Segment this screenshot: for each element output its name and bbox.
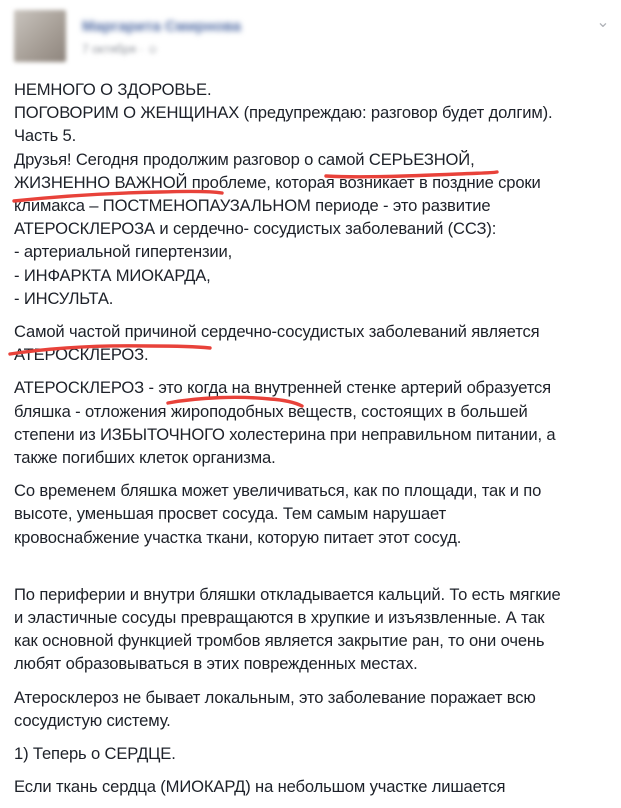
text-line: сосудистую систему.: [14, 710, 171, 730]
text-line: климакса – ПОСТМЕНОПАУЗАЛЬНОМ периоде - это развитие: [14, 196, 491, 216]
text-line: Друзья! Сегодня продолжим разговор о самой СЕРЬЕЗНОЙ,: [14, 149, 475, 169]
text-line: Если ткань сердца (МИОКАРД) на небольшом участке лишается: [14, 777, 506, 797]
text-line: - ИНФАРКТА МИОКАРДА,: [14, 265, 211, 285]
text-line: - ИНСУЛЬТА.: [14, 288, 114, 308]
avatar[interactable]: [14, 10, 66, 62]
paragraph-plaque-growth: [14, 479, 612, 549]
post-header: [0, 0, 621, 74]
text-line: бляшка - отложения жироподобных веществ, состоящих в большей: [14, 401, 528, 421]
text-line: кровоснабжение участка ткани, которую питает этот сосуд.: [14, 527, 462, 547]
text-line: Часть 5.: [14, 126, 77, 146]
text-line: АТЕРОСКЛЕРОЗ - это когда на внутренней стенке артерий образуется: [14, 378, 552, 398]
text-line: как основной функцией тромбов является закрытие ран, то они очень: [14, 631, 545, 651]
post-meta[interactable]: 7 октября · ☺: [82, 42, 159, 56]
paragraph-systemic: [14, 686, 612, 732]
text-line: 1) Теперь о СЕРДЦЕ.: [14, 744, 176, 764]
text-line: любят образовываться в этих поврежденных местах.: [14, 654, 418, 674]
text-line: - артериальной гипертензии,: [14, 242, 233, 262]
text-line: степени из ИЗБЫТОЧНОГО холестерина при неправильном питании, а: [14, 424, 556, 444]
paragraph-definition: [14, 376, 612, 469]
paragraph-calcium: [14, 583, 612, 676]
paragraph-heart: [14, 742, 612, 765]
text-line: Со временем бляшка может увеличиваться, как по площади, так и по: [14, 481, 542, 501]
text-line: и эластичные сосуды превращаются в хрупкие и изъязвленные. А так: [14, 608, 545, 628]
paragraph-cause: [14, 320, 612, 366]
spacer: [14, 559, 612, 583]
text-line: также погибших клеток организма.: [14, 448, 276, 468]
text-line: ПОГОВОРИМ О ЖЕНЩИНАХ (предупреждаю: разговор будет долгим).: [14, 103, 553, 123]
text-line: АТЕРОСКЛЕРОЗ.: [14, 345, 149, 365]
chevron-down-icon[interactable]: ⌄: [596, 14, 610, 31]
text-line: НЕМНОГО О ЗДОРОВЬЕ.: [14, 80, 212, 99]
text-line: высоте, уменьшая просвет сосуда. Тем самым нарушает: [14, 504, 447, 524]
author-name[interactable]: Маргарита Смирнова: [82, 18, 241, 35]
paragraph-myocardium: [14, 775, 612, 798]
text-line: Самой частой причиной сердечно-сосудистых заболеваний является: [14, 322, 540, 342]
post-body: [14, 78, 612, 808]
text-line: АТЕРОСКЛЕРОЗА и сердечно- сосудистых заболеваний (ССЗ):: [14, 219, 497, 239]
text-line: ЖИЗНЕННО ВАЖНОЙ проблеме, которая возникает в поздние сроки: [14, 172, 541, 192]
paragraph-intro: [14, 78, 612, 310]
text-line: По периферии и внутри бляшки откладывается кальций. То есть мягкие: [14, 584, 561, 604]
text-line: Атеросклероз не бывает локальным, это заболевание поражает всю: [14, 687, 536, 707]
